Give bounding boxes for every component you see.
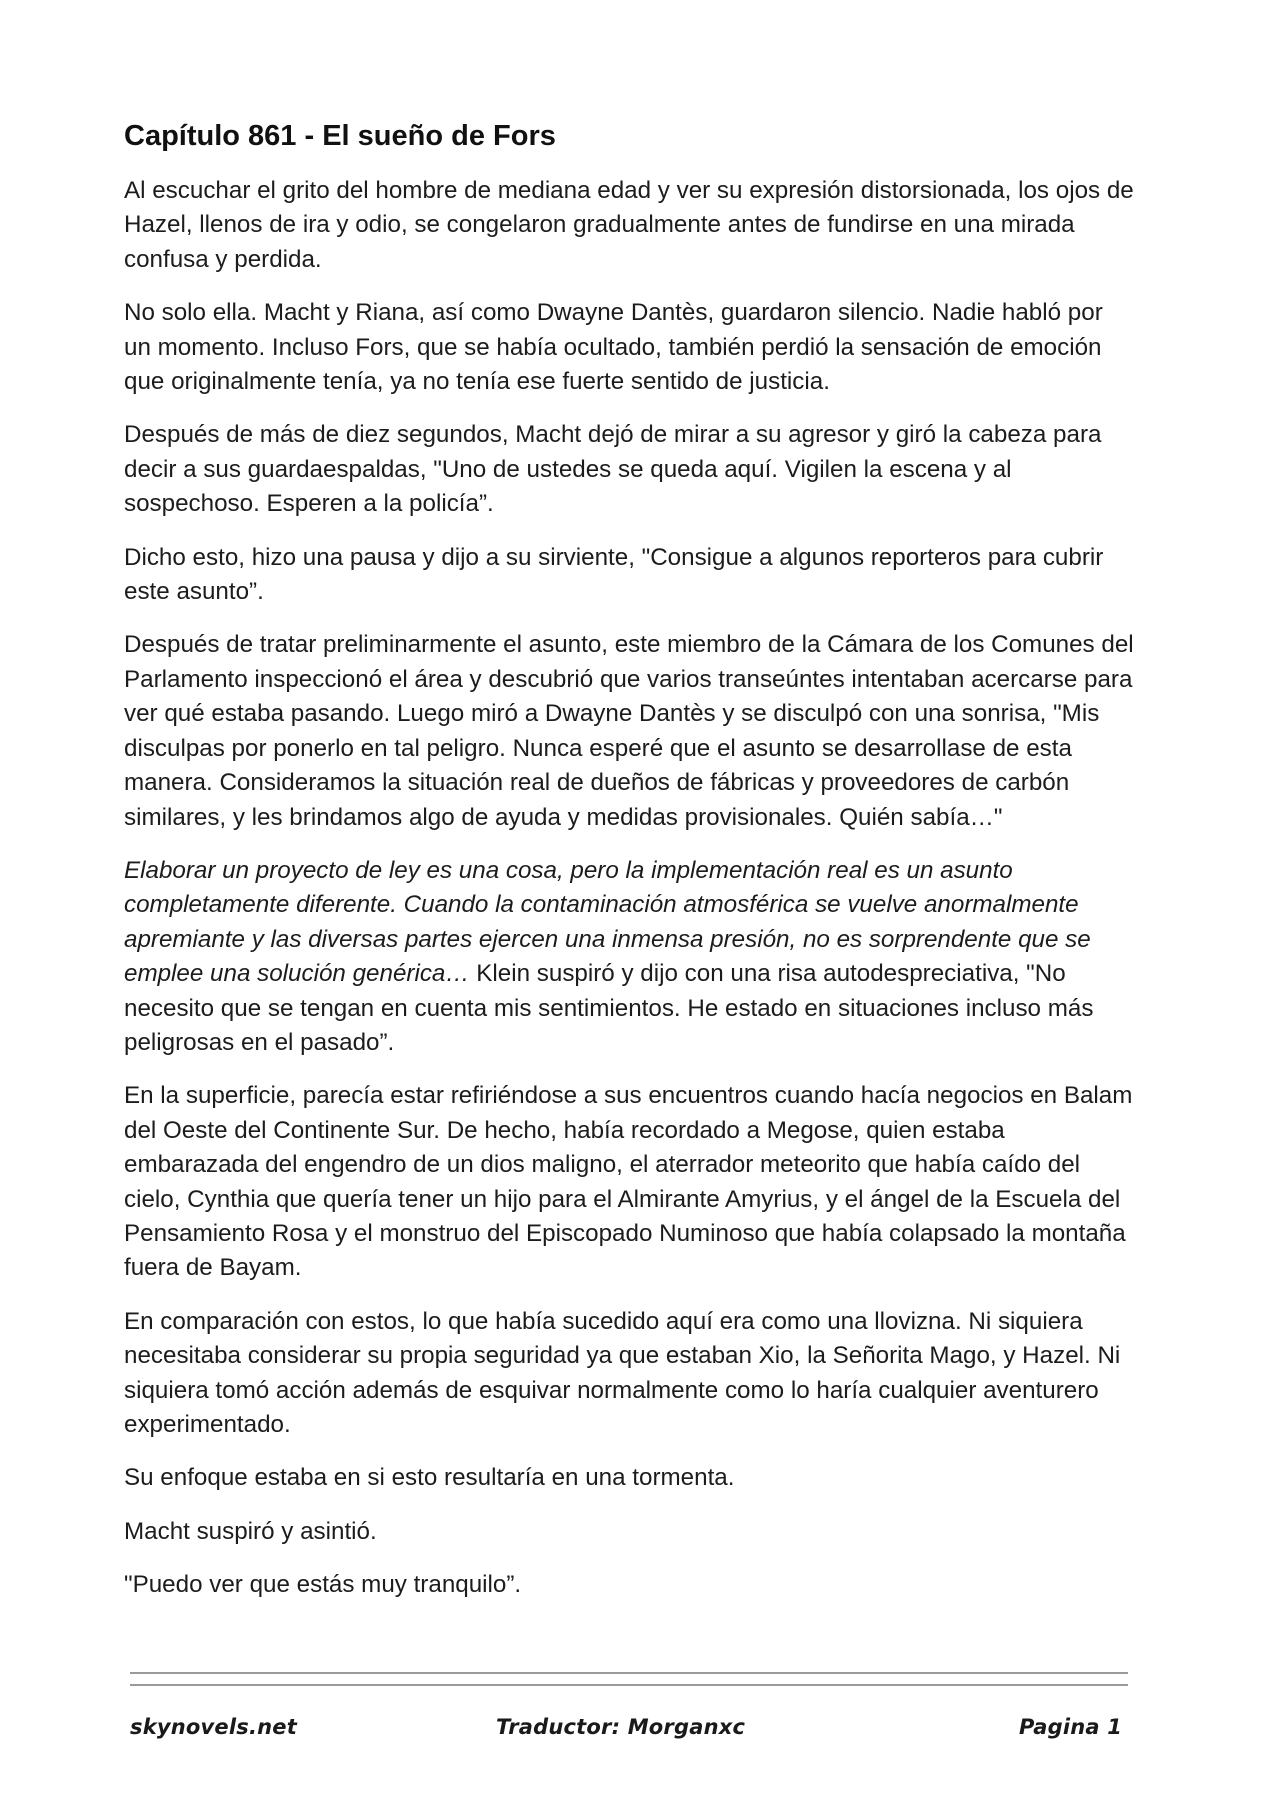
paragraph-5: Después de tratar preliminarmente el asunto, este miembro de la Cámara de los Comunes del Parlamento inspeccionó el área y descubrió que varios transeúntes intentaban acercarse para ver qué estaba pasando. Luego miró a Dwayne Dantès y se disculpó con una sonrisa, "Mis disculpas por ponerlo en tal peligro. Nunca esperé que el asunto se desarrollase de esta manera. Consideramos la situación real de dueños de fábricas y proveedores de carbón similares, y les brindamos algo de ayuda y medidas provisionales. Quién sabía…" bbox=[124, 631, 1134, 831]
paragraph-6-italic-thought: Elaborar un proyecto de ley es una cosa, pero la implementación real es un asunto completamente diferente. Cuando la contaminación atmosférica se vuelve anormalmente apremiante y las diversas partes ejercen una inmensa presión, no es sorprendente que se emplee una solución genérica… bbox=[124, 856, 1091, 988]
document-body bbox=[124, 118, 1134, 1622]
paragraph-3: Después de más de diez segundos, Macht dejó de mirar a su agresor y giró la cabeza para decir a sus guardaespaldas, "Uno de ustedes se queda aquí. Vigilen la escena y al sospechoso. Esperen a la policía”. bbox=[124, 421, 1102, 518]
paragraph-11: "Puedo ver que estás muy tranquilo”. bbox=[124, 1571, 522, 1599]
footer-translator: Traductor: Morganxc bbox=[496, 1715, 746, 1739]
footer-divider-top bbox=[130, 1672, 1128, 1674]
paragraph-2: No solo ella. Macht y Riana, así como Dwayne Dantès, guardaron silencio. Nadie habló por un momento. Incluso Fors, que se había ocultado, también perdió la sensación de emoción que originalmente tenía, ya no tenía ese fuerte sentido de justicia. bbox=[124, 299, 1103, 396]
paragraph-9: Su enfoque estaba en si esto resultaría en una tormenta. bbox=[124, 1464, 735, 1492]
paragraph-1: Al escuchar el grito del hombre de mediana edad y ver su expresión distorsionada, los ojos de Hazel, llenos de ira y odio, se congelaron gradualmente antes de fundirse en una mirada confusa y perdida. bbox=[124, 177, 1134, 273]
chapter-title: Capítulo 861 - El sueño de Fors bbox=[124, 120, 556, 152]
paragraph-6 bbox=[124, 854, 1134, 1060]
footer-site: skynovels.net bbox=[130, 1715, 297, 1739]
paragraph-8: En comparación con estos, lo que había sucedido aquí era como una llovizna. Ni siquiera necesitaba considerar su propia seguridad ya que estaban Xio, la Señorita Mago, y Hazel. Ni siquiera tomó acción además de esquivar normalmente como lo haría cualquier aventurero experimentado. bbox=[124, 1307, 1121, 1438]
paragraph-7: En la superficie, parecía estar refiriéndose a sus encuentros cuando hacía negocios en Balam del Oeste del Continente Sur. De hecho, había recordado a Megose, quien estaba embarazada del engendro de un dios maligno, el aterrador meteorito que había caído del cielo, Cynthia que quería tener un hijo para el Almirante Amyrius, y el ángel de la Escuela del Pensamiento Rosa y el monstruo del Episcopado Numinoso que había colapsado la montaña fuera de Bayam. bbox=[124, 1082, 1133, 1282]
paragraph-6-text: Klein suspiró y dijo con una risa autodespreciativa, "No necesito que se tengan en cuenta mis sentimientos. He estado en situaciones incluso más peligrosas en el pasado”. bbox=[124, 960, 1094, 1056]
footer-page-number: Pagina 1 bbox=[1019, 1715, 1123, 1739]
paragraph-10: Macht suspiró y asintió. bbox=[124, 1517, 377, 1545]
footer-divider-bottom bbox=[130, 1684, 1128, 1686]
paragraph-4: Dicho esto, hizo una pausa y dijo a su sirviente, "Consigue a algunos reporteros para cubrir este asunto”. bbox=[124, 543, 1104, 606]
